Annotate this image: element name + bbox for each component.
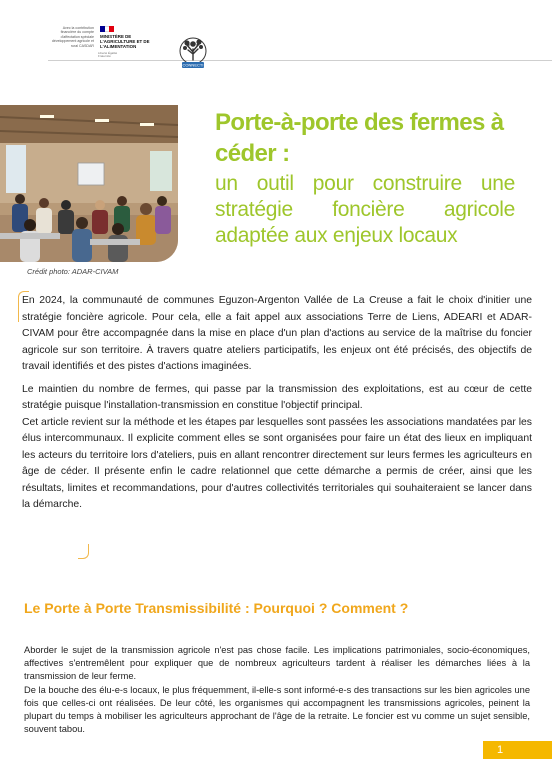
funding-notice: Avec la contribution financière du compte d'affectation spéciale développement agricole et rural CASDAR <box>51 26 94 48</box>
intro-paragraph-3: Cet article revient sur la méthode et les étapes par lesquelles sont passées les associations mandatées par les élus intercommunaux. Il explicite comment elles se sont organisées pour faire un état des lieux en impliquant les acteurs du territoire lors d'ateliers, puis en allant rencontrer directement sur leurs fermes les agriculteurs en âge de céder. Il présente enfin le cadre relationnel que cette démarche a permis de créer, ainsi que les résultats, limites et recommandations, pour d'autres collectivités territoriales qui souhaiteraient se lancer dans la démarche. <box>22 416 532 510</box>
section-paragraph-2: De la bouche des élu-e-s locaux, le plus fréquemment, il-elle-s sont informé-e-s des transactions sur les bien agricoles une fois que celles-ci ont réalisées. De leur côté, les organismes qui accompagnent les transmissions agricoles, peinent la plupart du temps à mobiliser les agriculteurs approchant de l'âge de la retraite. Le foncier est vu comme un sujet sensible, souvent tabou. <box>24 684 530 735</box>
workshop-photo-image <box>0 105 178 262</box>
section-paragraph-1: Aborder le sujet de la transmission agricole n'est pas chose facile. Les implications patrimoniales, socio-économiques, affectives s'entremêlent pour expliquer que de nombreux agriculteurs tardent à réaliser les démarches liées à la transmission de leur ferme. <box>24 645 530 682</box>
intro-text <box>22 293 532 514</box>
ministry-motto: Liberté Égalité Fraternité <box>98 51 118 59</box>
bracket-bottom-right-decoration <box>78 544 89 559</box>
page-header <box>48 24 552 68</box>
intro-paragraph-2: Le maintien du nombre de fermes, qui passe par la transmission des exploitations, est au cœur de cette stratégie puisque l'installation-transmission en constitue l'objectif principal. <box>22 383 532 411</box>
page-number: 1 <box>483 741 552 759</box>
intro-paragraph-1: En 2024, la communauté de communes Eguzon-Argenton Vallée de La Creuse a fait le choix d'initier une stratégie foncière agricole. Pour cela, elle a fait appel aux associations Terre de Liens, ADEARI et ADAR-CIVAM pour être accompagnée dans la mise en place d'un plan d'actions au service de la maîtrise du foncier agricole sur son territoire. À travers quatre ateliers participatifs, les enjeux ont été précisés, des objectifs de travail identifiés et des pistes d'actions imaginées. <box>22 295 532 372</box>
bracket-top-left-decoration <box>18 291 29 322</box>
intro-box <box>22 293 532 561</box>
section-body <box>24 644 530 736</box>
french-flag-icon <box>100 26 114 32</box>
connecti-logo-text: CONNECTI <box>182 62 204 68</box>
page-title: Porte-à-porte des fermes à céder : <box>215 109 504 167</box>
ministry-logo <box>98 26 150 59</box>
ministry-name: MINISTÈRE DE L'AGRICULTURE ET DE L'ALIMENTATION <box>100 34 150 49</box>
section-title: Le Porte à Porte Transmissibilité : Pourquoi ? Comment ? <box>24 600 409 616</box>
connecti-logo <box>176 36 210 70</box>
photo-credit: Crédit photo: ADAR-CIVAM <box>27 267 119 276</box>
workshop-photo <box>0 105 178 262</box>
page-subtitle: un outil pour construire une stratégie foncière agricole adaptée aux enjeux locaux <box>215 172 515 247</box>
title-block <box>215 107 515 249</box>
